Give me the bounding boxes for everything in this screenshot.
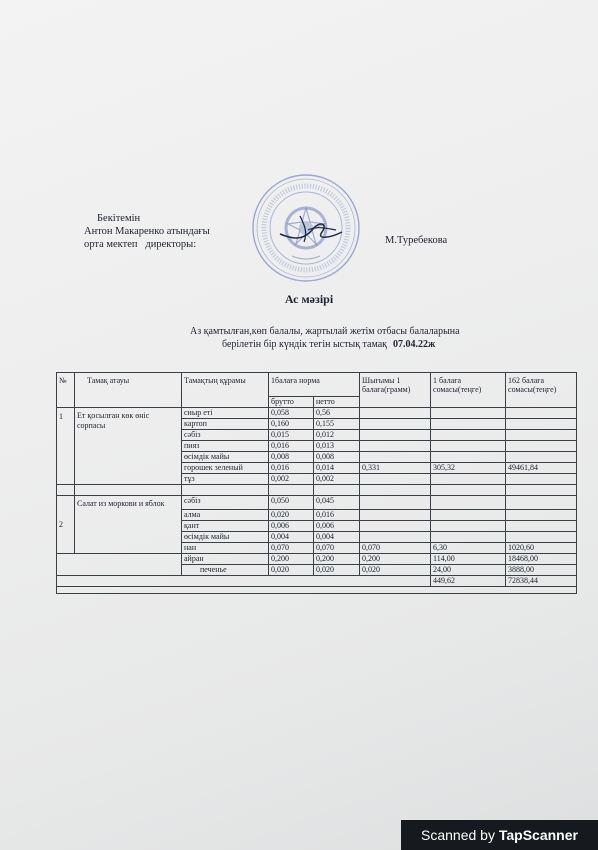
ingredient-name: сиыр еті [182, 408, 269, 419]
ingredient-net: 0,070 [314, 543, 360, 554]
subheader-net: нетто [314, 397, 360, 408]
ingredient-cost-1 [431, 430, 506, 441]
ingredient-output: 0,070 [360, 543, 431, 554]
dish-number: 1 [57, 408, 75, 485]
subtitle-line-1: Аз қамтылған,көп балалы, жартылай жетім отбасы балаларына [190, 326, 460, 337]
ingredient-gross: 0,016 [269, 441, 314, 452]
ingredient-gross: 0,070 [269, 543, 314, 554]
ingredient-net: 0,002 [314, 474, 360, 485]
header-dish: Тамақ атауы [75, 373, 182, 408]
school-seal-stamp [250, 172, 362, 284]
ingredient-gross: 0,050 [269, 496, 314, 510]
approval-line-2: Антон Макаренко атындағы [84, 226, 210, 237]
ingredient-cost-162 [506, 408, 577, 419]
ingredient-gross: 0,160 [269, 419, 314, 430]
totals-blank-cell [57, 576, 431, 587]
ingredient-gross: 0,058 [269, 408, 314, 419]
ingredient-name: айран [182, 554, 269, 565]
dish-number: 2 [57, 496, 75, 554]
ingredient-name: сәбіз [182, 496, 269, 510]
ingredient-cost-1 [431, 521, 506, 532]
ingredient-output: 0,331 [360, 463, 431, 474]
ingredient-name: тұз [182, 474, 269, 485]
ingredient-net: 0,013 [314, 441, 360, 452]
ingredient-gross: 0,020 [269, 565, 314, 576]
ingredient-cost-162 [506, 532, 577, 543]
header-cost-162: 162 балаға сомасы(теңге) [506, 373, 577, 408]
table-row [57, 408, 577, 419]
ingredient-cost-1 [431, 441, 506, 452]
document-title: Ас мәзірі [284, 292, 334, 306]
ingredient-cost-1 [431, 510, 506, 521]
ingredient-gross: 0,016 [269, 463, 314, 474]
ingredient-cost-1: 6,30 [431, 543, 506, 554]
header-composition: Тамақтың құрамы [182, 373, 269, 408]
ingredient-cost-162: 3888,00 [506, 565, 577, 576]
ingredient-cost-1: 114,00 [431, 554, 506, 565]
ingredient-gross: 0,006 [269, 521, 314, 532]
ingredient-output [360, 496, 431, 510]
ingredient-cost-162 [506, 521, 577, 532]
dish-name: Ет қосылған көк өніс сорпасы [75, 408, 182, 485]
ingredient-gross: 0,200 [269, 554, 314, 565]
ingredient-name: сәбіз [182, 430, 269, 441]
ingredient-output [360, 452, 431, 463]
table-header-row [57, 373, 577, 397]
ingredient-net: 0,155 [314, 419, 360, 430]
ingredient-net: 0,016 [314, 510, 360, 521]
ingredient-name: печенье [182, 565, 269, 576]
ingredient-cost-162: 1020,60 [506, 543, 577, 554]
subheader-gross: брутто [269, 397, 314, 408]
ingredient-cost-1 [431, 496, 506, 510]
ingredient-output [360, 510, 431, 521]
ingredient-cost-162 [506, 474, 577, 485]
scanner-watermark [401, 820, 598, 850]
ingredient-name: горошек зеленый [182, 463, 269, 474]
table-spacer-row [57, 485, 577, 496]
ingredient-gross: 0,015 [269, 430, 314, 441]
subtitle-line-2 [222, 339, 435, 350]
watermark-prefix: Scanned by [421, 827, 499, 843]
ingredient-net: 0,045 [314, 496, 360, 510]
subtitle-text: берілетін бір күндік тегін ыстық тамақ [222, 339, 388, 350]
dish-name: Салат из моркови и яблок [75, 496, 182, 554]
ingredient-cost-162 [506, 441, 577, 452]
ingredient-output [360, 408, 431, 419]
ingredient-output [360, 474, 431, 485]
ingredient-output [360, 441, 431, 452]
ingredient-gross: 0,004 [269, 532, 314, 543]
ingredient-cost-162: 18468,00 [506, 554, 577, 565]
ingredient-gross: 0,002 [269, 474, 314, 485]
ingredient-cost-162: 49461,84 [506, 463, 577, 474]
approval-line-3: орта мектеп директоры: [84, 239, 197, 250]
ingredient-cost-1 [431, 419, 506, 430]
header-cost-1: 1 балаға сомасы(теңге) [431, 373, 506, 408]
ingredient-net: 0,56 [314, 408, 360, 419]
ingredient-cost-162 [506, 419, 577, 430]
ingredient-net: 0,014 [314, 463, 360, 474]
table-row [57, 554, 577, 565]
ingredient-net: 0,006 [314, 521, 360, 532]
ingredient-cost-1 [431, 532, 506, 543]
ingredient-name: пияз [182, 441, 269, 452]
ingredient-cost-1: 305,32 [431, 463, 506, 474]
ingredient-name: алма [182, 510, 269, 521]
ingredient-net: 0,020 [314, 565, 360, 576]
ingredient-cost-1: 24,00 [431, 565, 506, 576]
header-no: № [57, 373, 75, 408]
header-output: Шығымы 1 балаға(грамм) [360, 373, 431, 408]
ingredient-net: 0,200 [314, 554, 360, 565]
ingredient-cost-162 [506, 510, 577, 521]
ingredient-gross: 0,008 [269, 452, 314, 463]
total-cost-1: 449,62 [431, 576, 506, 587]
header-norm: 1балаға норма [269, 373, 360, 397]
table-row [57, 496, 577, 510]
ingredient-output [360, 532, 431, 543]
total-cost-162: 72838,44 [506, 576, 577, 587]
extras-blank-cell [57, 554, 182, 576]
ingredient-net: 0,012 [314, 430, 360, 441]
ingredient-output [360, 521, 431, 532]
ingredient-output [360, 419, 431, 430]
ingredient-cost-1 [431, 474, 506, 485]
ingredient-output: 0,020 [360, 565, 431, 576]
ingredient-name: картоп [182, 419, 269, 430]
ingredient-output: 0,200 [360, 554, 431, 565]
ingredient-cost-162 [506, 452, 577, 463]
ingredient-net: 0,008 [314, 452, 360, 463]
ingredient-name: өсімдік майы [182, 452, 269, 463]
ingredient-cost-162 [506, 496, 577, 510]
ingredient-net: 0,004 [314, 532, 360, 543]
ingredient-output [360, 430, 431, 441]
menu-date: 07.04.22ж [393, 339, 436, 350]
approval-line-1: Бекітемін [97, 213, 141, 224]
ingredient-name: нан [182, 543, 269, 554]
ingredient-name: өсімдік майы [182, 532, 269, 543]
ingredient-cost-1 [431, 408, 506, 419]
ingredient-gross: 0,020 [269, 510, 314, 521]
approval-block [84, 212, 210, 251]
watermark-brand: TapScanner [498, 827, 578, 843]
menu-table [56, 372, 577, 594]
table-footer-row [57, 587, 577, 594]
ingredient-cost-162 [506, 430, 577, 441]
director-name: М.Туребекова [385, 235, 448, 246]
totals-row [57, 576, 577, 587]
ingredient-name: қант [182, 521, 269, 532]
ingredient-cost-1 [431, 452, 506, 463]
